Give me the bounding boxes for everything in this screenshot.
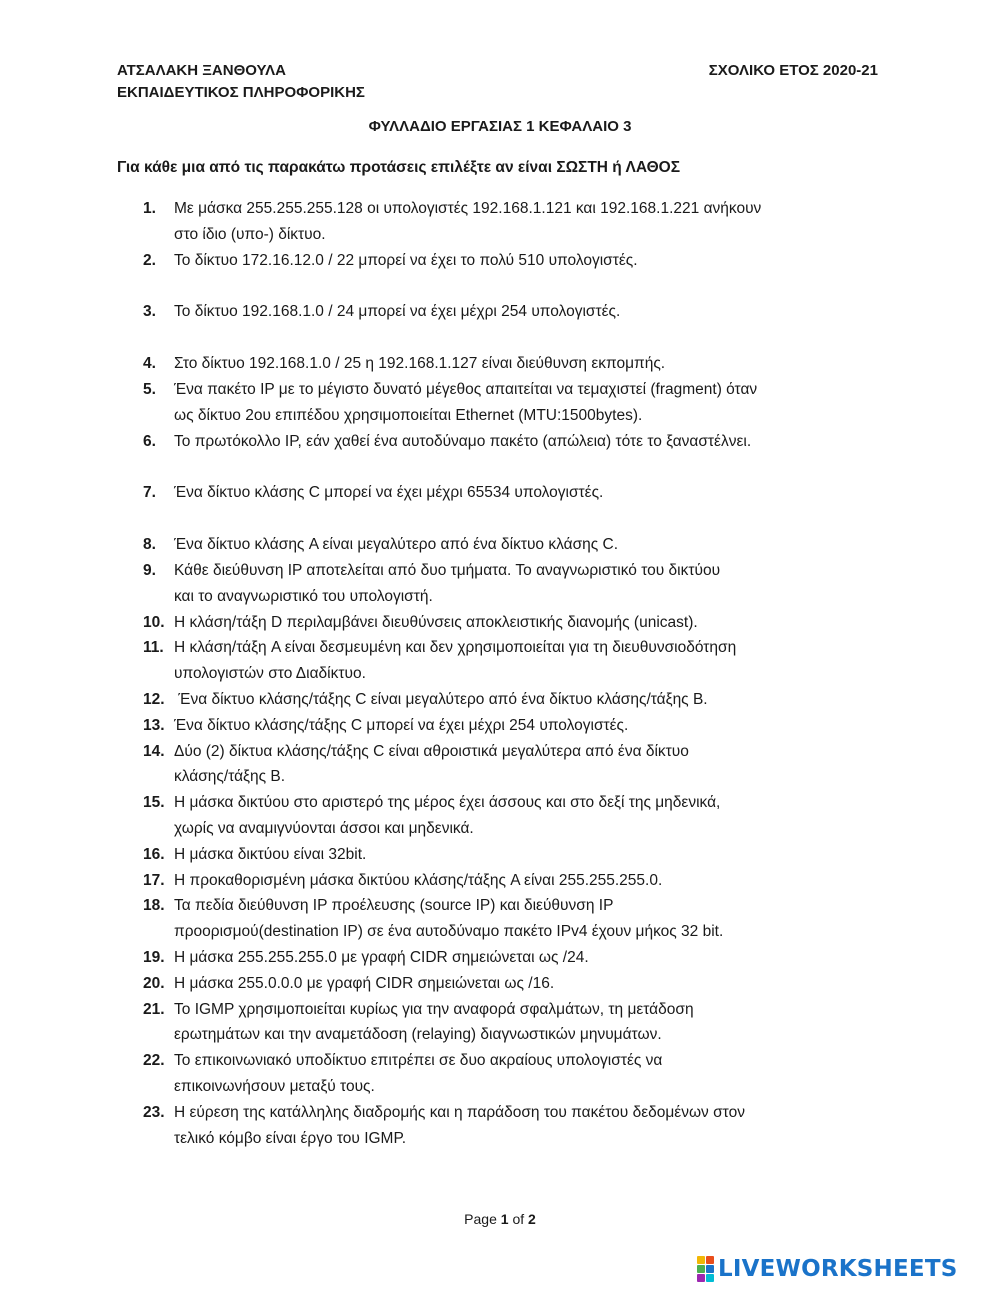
logo-block	[706, 1274, 714, 1282]
question-line: Η κλάση/τάξη A είναι δεσμευμένη και δεν χρησιμοποιείται για τη διευθυνσιοδότηση	[174, 639, 737, 657]
question-line: Το δίκτυο 172.16.12.0 / 22 μπορεί να έχει το πολύ 510 υπολογιστές.	[174, 251, 638, 269]
question-item	[143, 377, 883, 429]
question-line: υπολογιστών στο Διαδίκτυο.	[174, 665, 366, 683]
question-line: Ένα δίκτυο κλάσης/τάξης C μπορεί να έχει μέχρι 254 υπολογιστές.	[174, 716, 629, 734]
question-text	[174, 1048, 883, 1100]
question-item	[143, 997, 883, 1049]
question-line: Η μάσκα δικτύου στο αριστερό της μέρος έχει άσσους και στο δεξί της μηδενικά,	[174, 794, 721, 812]
question-line: Το IGMP χρησιμοποιείται κυρίως για την αναφορά σφαλμάτων, τη μετάδοση	[174, 1000, 694, 1018]
logo-block	[697, 1256, 705, 1264]
page-current: 1	[500, 1211, 509, 1227]
question-line: Το επικοινωνιακό υποδίκτυο επιτρέπει σε δυο ακραίους υπολογιστές να	[174, 1052, 663, 1070]
page-of: of	[512, 1211, 525, 1227]
question-number: 2.	[143, 251, 156, 269]
question-item	[143, 480, 883, 506]
question-text	[174, 945, 883, 971]
question-item	[143, 1048, 883, 1100]
question-item	[143, 713, 883, 739]
question-number: 12.	[143, 690, 165, 708]
question-text	[174, 635, 883, 687]
question-text	[174, 842, 883, 868]
question-line: Στο δίκτυο 192.168.1.0 / 25 η 192.168.1.127 είναι διεύθυνση εκπομπής.	[174, 355, 666, 373]
question-text	[174, 868, 883, 894]
question-line: Τα πεδία διεύθυνση IP προέλευσης (source IP) και διεύθυνση IP	[174, 897, 614, 915]
question-list	[143, 196, 883, 1151]
question-text	[174, 997, 883, 1049]
question-number: 21.	[143, 1000, 165, 1018]
question-number: 8.	[143, 536, 156, 554]
question-number: 3.	[143, 303, 156, 321]
question-line: Η προκαθορισμένη μάσκα δικτύου κλάσης/τάξης A είναι 255.255.255.0.	[174, 871, 663, 889]
question-text	[174, 790, 883, 842]
question-line: Η κλάση/τάξη D περιλαμβάνει διευθύνσεις αποκλειστικής διανομής (unicast).	[174, 613, 698, 631]
question-line: Η εύρεση της κατάλληλης διαδρομής και η παράδοση του πακέτου δεδομένων στον	[174, 1103, 745, 1121]
spacer	[143, 454, 883, 480]
question-line: τελικό κόμβο είναι έργο του IGMP.	[174, 1129, 407, 1147]
question-text	[174, 610, 883, 636]
question-number: 7.	[143, 484, 156, 502]
question-number: 5.	[143, 380, 156, 398]
question-number: 17.	[143, 871, 165, 889]
question-line: Κάθε διεύθυνση IP αποτελείται από δυο τμήματα. Το αναγνωριστικό του δικτύου	[174, 561, 721, 579]
question-text	[174, 687, 883, 713]
logo-block	[706, 1256, 714, 1264]
logo-block	[697, 1265, 705, 1273]
question-item	[143, 945, 883, 971]
page-footer	[0, 1211, 1000, 1227]
question-number: 13.	[143, 716, 165, 734]
question-text	[174, 713, 883, 739]
question-number: 19.	[143, 948, 165, 966]
question-text	[174, 429, 883, 455]
question-item	[143, 971, 883, 997]
question-text	[174, 893, 883, 945]
question-line: Το δίκτυο 192.168.1.0 / 24 μπορεί να έχει μέχρι 254 υπολογιστές.	[174, 303, 621, 321]
question-item	[143, 299, 883, 325]
question-text	[174, 377, 883, 429]
author-role: ΕΚΠΑΙΔΕΥΤΙΚΟΣ ΠΛΗΡΟΦΟΡΙΚΗΣ	[117, 84, 365, 101]
page-label: Page	[464, 1211, 497, 1227]
question-item	[143, 196, 883, 248]
page-total: 2	[528, 1211, 536, 1227]
question-text	[174, 739, 883, 791]
question-number: 6.	[143, 432, 156, 450]
question-line: Η μάσκα 255.0.0.0 με γραφή CIDR σημειώνεται ως /16.	[174, 974, 555, 992]
logo-block	[697, 1274, 705, 1282]
question-item	[143, 248, 883, 274]
question-item	[143, 635, 883, 687]
question-number: 4.	[143, 355, 156, 373]
question-line: Ένα δίκτυο κλάσης/τάξης C είναι μεγαλύτερο από ένα δίκτυο κλάσης/τάξης Β.	[174, 690, 708, 708]
question-line: προορισμού(destination IP) σε ένα αυτοδύναμο πακέτο IPv4 έχουν μήκος 32 bit.	[174, 923, 724, 941]
spacer	[143, 325, 883, 351]
question-item	[143, 610, 883, 636]
author-name: ΑΤΣΑΛΑΚΗ ΞΑΝΘΟΥΛΑ	[117, 62, 286, 79]
question-line: και το αναγνωριστικό του υπολογιστή.	[174, 587, 433, 605]
question-number: 16.	[143, 845, 165, 863]
question-line: Το πρωτόκολλο IP, εάν χαθεί ένα αυτοδύναμο πακέτο (απώλεια) τότε το ξαναστέλνει.	[174, 432, 752, 450]
question-item	[143, 1100, 883, 1152]
question-line: Δύο (2) δίκτυα κλάσης/τάξης C είναι αθροιστικά μεγαλύτερα από ένα δίκτυο	[174, 742, 689, 760]
logo-text: LIVEWORKSHEETS	[718, 1256, 958, 1282]
question-line: Ένα πακέτο IP με το μέγιστο δυνατό μέγεθος απαιτείται να τεμαχιστεί (fragment) όταν	[174, 380, 758, 398]
author-block	[117, 60, 365, 104]
question-item	[143, 351, 883, 377]
question-number: 22.	[143, 1052, 165, 1070]
question-text	[174, 971, 883, 997]
question-item	[143, 868, 883, 894]
question-number: 9.	[143, 561, 156, 579]
question-item	[143, 687, 883, 713]
question-line: Ένα δίκτυο κλάσης C μπορεί να έχει μέχρι 65534 υπολογιστές.	[174, 484, 604, 502]
question-text	[174, 196, 883, 248]
question-item	[143, 739, 883, 791]
question-number: 10.	[143, 613, 165, 631]
question-item	[143, 790, 883, 842]
question-item	[143, 558, 883, 610]
question-number: 1.	[143, 200, 156, 217]
question-number: 20.	[143, 974, 165, 992]
question-text	[174, 480, 883, 506]
question-number: 18.	[143, 897, 165, 915]
school-year: ΣΧΟΛΙΚΟ ΕΤΟΣ 2020-21	[708, 62, 878, 79]
spacer	[143, 273, 883, 299]
question-line: Με μάσκα 255.255.255.128 οι υπολογιστές 192.168.1.121 και 192.168.1.221 ανήκουν	[174, 200, 762, 217]
question-item	[143, 532, 883, 558]
question-line: ερωτημάτων και την αναμετάδοση (relaying) διαγνωστικών μηνυμάτων.	[174, 1026, 662, 1044]
logo-blocks-icon	[697, 1256, 714, 1282]
question-text	[174, 299, 883, 325]
logo-block	[706, 1265, 714, 1273]
question-item	[143, 842, 883, 868]
question-item	[143, 429, 883, 455]
question-line: Η μάσκα δικτύου είναι 32bit.	[174, 845, 367, 863]
question-text	[174, 558, 883, 610]
question-line: χωρίς να αναμιγνύονται άσσοι και μηδενικά.	[174, 819, 474, 837]
spacer	[143, 506, 883, 532]
question-line: επικοινωνήσουν μεταξύ τους.	[174, 1077, 375, 1095]
liveworksheets-logo	[697, 1256, 957, 1282]
instructions: Για κάθε μια από τις παρακάτω προτάσεις επιλέξτε αν είναι ΣΩΣΤΗ ή ΛΑΘΟΣ	[117, 159, 681, 176]
question-number: 14.	[143, 742, 165, 760]
worksheet-title: ΦΥΛΛΑΔΙΟ ΕΡΓΑΣΙΑΣ 1 ΚΕΦΑΛΑΙΟ 3	[368, 118, 632, 135]
question-text	[174, 248, 883, 274]
question-line: κλάσης/τάξης Β.	[174, 768, 286, 786]
question-line: Η μάσκα 255.255.255.0 με γραφή CIDR σημειώνεται ως /24.	[174, 948, 589, 966]
question-item	[143, 893, 883, 945]
question-line: στο ίδιο (υπο-) δίκτυο.	[174, 225, 326, 243]
question-line: Ένα δίκτυο κλάσης A είναι μεγαλύτερο από ένα δίκτυο κλάσης C.	[174, 536, 619, 554]
question-number: 11.	[143, 639, 164, 657]
question-text	[174, 532, 883, 558]
question-number: 23.	[143, 1103, 165, 1121]
question-number: 15.	[143, 794, 165, 812]
question-text	[174, 1100, 883, 1152]
question-text	[174, 351, 883, 377]
question-line: ως δίκτυο 2ου επιπέδου χρησιμοποιείται Ethernet (MTU:1500bytes).	[174, 406, 643, 424]
